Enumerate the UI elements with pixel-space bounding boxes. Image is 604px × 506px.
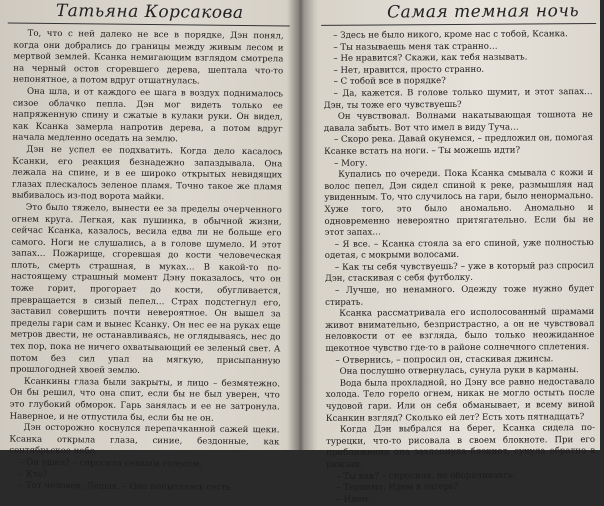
left-page-header (0, 0, 298, 28)
dialogue-line: – Он ушел? – спросила севшим голосом. (19, 457, 203, 470)
header-rule (8, 23, 290, 27)
paragraph: Дэн осторожно коснулся перепачканной сажей щеки. Ксанка открыла глаза, синие, бездонные, как сентябрьское небо. (9, 422, 280, 457)
paragraph: Купались по очереди. Пока Ксанка смывала с кожи и волос пепел, Дэн сидел спиной к реке, размышляя над увиденным. То, что случилось на гари, было ненормально. Хуже того, это было аномально. Аномально и одновременно невероятно притягательно. Если бы не этот запах… (324, 168, 594, 238)
dialogue-line: – Кто? (18, 469, 48, 480)
paragraph: – Могу. (334, 158, 368, 169)
paragraph: – Здесь не было никого, кроме нас с тобой, Ксанка. (333, 29, 568, 41)
paragraph: Ксанкины глаза были закрыты, и лицо – безмятежно. Он бы решил, что она спит, если бы не был уверен, что это глубокий обморок. Гарь занялась и ее не затронула. Наверное, и не отпустила бы, если бы не он. (9, 376, 281, 424)
right-page-header (301, 0, 600, 27)
paragraph: Ксанка рассматривала его исполосованный шрамами живот внимательно, безпристрастно, а он не чувствовал неловкости от ее взгляда, было только неожиданное щекотное чувство где-то в районе солнечного сплетения. (325, 307, 595, 354)
paragraph: – Ты как? – спросила, не оборачиваясь. (336, 470, 516, 482)
paragraph: – Да, кажется. В голове только шумит, и этот запах… Дэн, ты тоже его чувствуешь? (323, 86, 593, 111)
paragraph: Он чувствовал. Волнами накатывающая тошнота не давала забыть. Вот что имел в виду Туча… (323, 110, 593, 134)
right-page (301, 0, 603, 505)
paragraph: – Лучше, но ненамного. Одежду тоже нужно будет стирать. (325, 284, 595, 308)
paragraph: Дэн не успел ее подхватить. Когда дело касалось Ксанки, его реакция безнадежно запаздывала. Она лежала на спине, и в ее широко открытых невидящих глазах плескалось зеленое пламя. Точно такое же пламя выбивалось из-под ворота майки. (11, 144, 283, 203)
paragraph: Когда Дэн выбрался на берег, Ксанка сидела по-турецки, что-то рисовала в своем блокноте. При его приближении она захлопнула блокнот, сунула обратно в рюкзак. (326, 423, 596, 470)
left-page (0, 0, 298, 494)
header-rule (321, 23, 596, 26)
paragraph: – Не нравится? Скажи, как тебя называть. (333, 52, 528, 65)
author-title: Татьяна Корсакова (55, 1, 244, 23)
paragraph: – Я все. – Ксанка стояла за его спиной, уже полностью одетая, с мокрыми волосами. (324, 237, 594, 262)
paragraph: – Ты называешь меня так странно… (333, 41, 498, 53)
book-gutter (286, 0, 314, 450)
right-page-text (323, 29, 595, 506)
book-title: Самая темная ночь (387, 1, 580, 23)
paragraph: – Идем. (336, 494, 371, 505)
paragraph: Вода была прохладной, но Дэну все равно недоставало холода. Тело горело огнем, никак не могло остыть после чудовой гари. Или он себя обманывает, и всему виной Ксанкин взгляд? Сколько ей лет? Есть хоть пятнадцать? (325, 376, 595, 424)
paragraph: – С тобой все в порядке? (333, 76, 446, 88)
paragraph: Она послушно отвернулась, сунула руки в карманы. (339, 365, 579, 378)
paragraph: То, что с ней далеко не все в порядке, Дэн понял, когда они добрались до границы между живым лесом и мертвой землей. Ксанка немигающим взглядом смотрела на черный остов сгоревшего дерева, шептала что-то непонятное, а потом вдруг отшатнулась. (13, 28, 284, 87)
paragraph: – Нет, нравится, просто странно. (333, 64, 485, 76)
left-page-text (9, 29, 284, 496)
paragraph: Она шла, и от каждого ее шага в воздух поднималось сизое облачко пепла. Дэн мог видеть только ее напряженную спину и сжатые в кулаки руки. Он видел, как Ксанка замерла напротив дерева, а потом вдруг начала медленно оседать на землю. (12, 86, 284, 145)
paragraph: – Отвернись, – попросил он, стаскивая джинсы. (335, 353, 554, 366)
paragraph: – Как ты себя чувствуешь? – уже в который раз спросил Дэн, стаскивая с себя футболку. (324, 260, 594, 285)
paragraph: – Терпимо. Идем в лагерь? (336, 482, 459, 493)
paragraph: – Скоро река. Давай окунемся, – предложил он, помогая Ксанке встать на ноги. – Ты можешь идти? (324, 133, 594, 157)
dialogue-line: – Тот человек. Лешак. – Она попыталась сесть. (18, 480, 234, 494)
paragraph: Это было тяжело, вынести ее за пределы очерченного огнем круга. Легкая, как пушинка, в обычной жизни, сейчас Ксанка, казалось, весила едва ли не больше его самого. Ноги не слушались, а в голове шумело. И этот запах… Пожарище, сгоревшая до кости человеческая плоть, смерть страшная, в муках… В какой-то по-настоящему страшный момент Дэну показалось, что он тоже горит, прогорает до кости, обугливается, превращается в сизый пепел… Страх подстегнул его, заставил совершить почти невероятное. Он вышел за пределы гари сам и вынес Ксанку. Он нес ее на руках еще метров двести, не останавливаясь, не оглядываясь, нес до тех пор, пока не ничего охватывающий ее зеленый свет. А потом без сил упал на мягкую, присыпанную прошлогодней хвоей землю. (10, 202, 282, 377)
